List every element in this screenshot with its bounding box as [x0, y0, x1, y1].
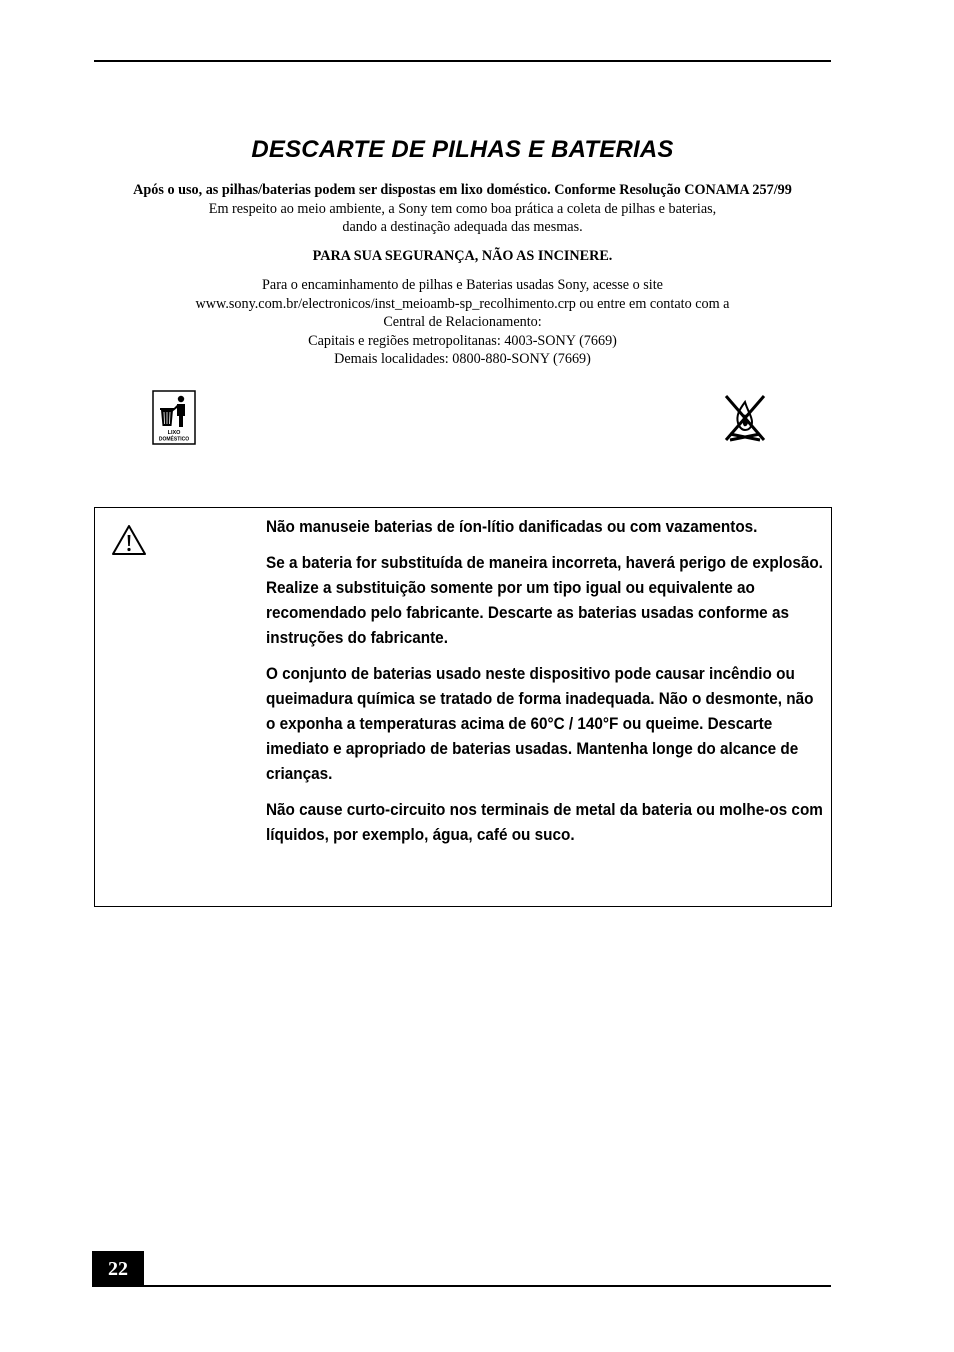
page-title: DESCARTE DE PILHAS E BATERIAS: [251, 136, 674, 163]
contact-line: Central de Relacionamento:: [383, 314, 542, 330]
contact-line: Para o encaminhamento de pilhas e Baterias usadas Sony, acesse o site: [262, 277, 663, 293]
warning-triangle-icon: [111, 524, 147, 556]
contact-url-line: www.sony.com.br/electronicos/inst_meioamb-sp_recolhimento.crp ou entre em contato com a: [195, 295, 730, 312]
intro-line: Em respeito ao meio ambiente, a Sony tem como boa prática a coleta de pilhas e baterias,: [208, 200, 717, 217]
trash-label-line2: DOMÉSTICO: [158, 436, 190, 443]
warning-paragraph-fire: O conjunto de baterias usado neste dispositivo pode causar incêndio ou queimadura química se tratado de forma inadequada. Não o desmonte, não o exponha a temperaturas acima de 60°C / 140°F ou queime. Descarte imediato e apropriado de baterias usadas. Mantenha longe do alcance de crianças.: [266, 664, 814, 783]
contact-phone-capitals: Capitais e regiões metropolitanas: 4003-SONY (7669): [308, 332, 617, 349]
bottom-rule: [92, 1285, 831, 1287]
safety-notice: PARA SUA SEGURANÇA, NÃO AS INCINERE.: [312, 247, 613, 264]
intro-bold-line: Após o uso, as pilhas/baterias podem ser dispostas em lixo doméstico. Conforme Resolução CONAMA 257/99: [133, 182, 792, 198]
trash-label-line1: LIXO: [167, 430, 181, 436]
intro-block: [80, 181, 845, 369]
do-not-incinerate-icon: [722, 390, 768, 445]
warning-paragraph-short-circuit: Não cause curto-circuito nos terminais de metal da bateria ou molhe-os com líquidos, por exemplo, água, café ou suco.: [266, 800, 823, 844]
warning-paragraph-damaged: Não manuseie baterias de íon-lítio danificadas ou com vazamentos.: [266, 517, 758, 536]
warning-paragraph-replacement: [266, 550, 826, 650]
warning-explosion: Se a bateria for substituída de maneira incorreta, haverá perigo de explosão.: [266, 553, 823, 572]
battery-warning-box: [94, 507, 832, 907]
top-rule: [94, 60, 831, 62]
intro-line: dando a destinação adequada das mesmas.: [342, 219, 583, 235]
household-trash-icon: [152, 390, 196, 445]
contact-phone-other: Demais localidades: 0800-880-SONY (7669): [334, 351, 591, 367]
warning-replace-instructions: Realize a substituição somente por um tipo igual ou equivalente ao recomendado pelo fabricante. Descarte as baterias usadas conforme as instruções do fabricante.: [266, 578, 789, 647]
warning-text: [266, 514, 826, 858]
page-number: 22: [92, 1251, 144, 1287]
